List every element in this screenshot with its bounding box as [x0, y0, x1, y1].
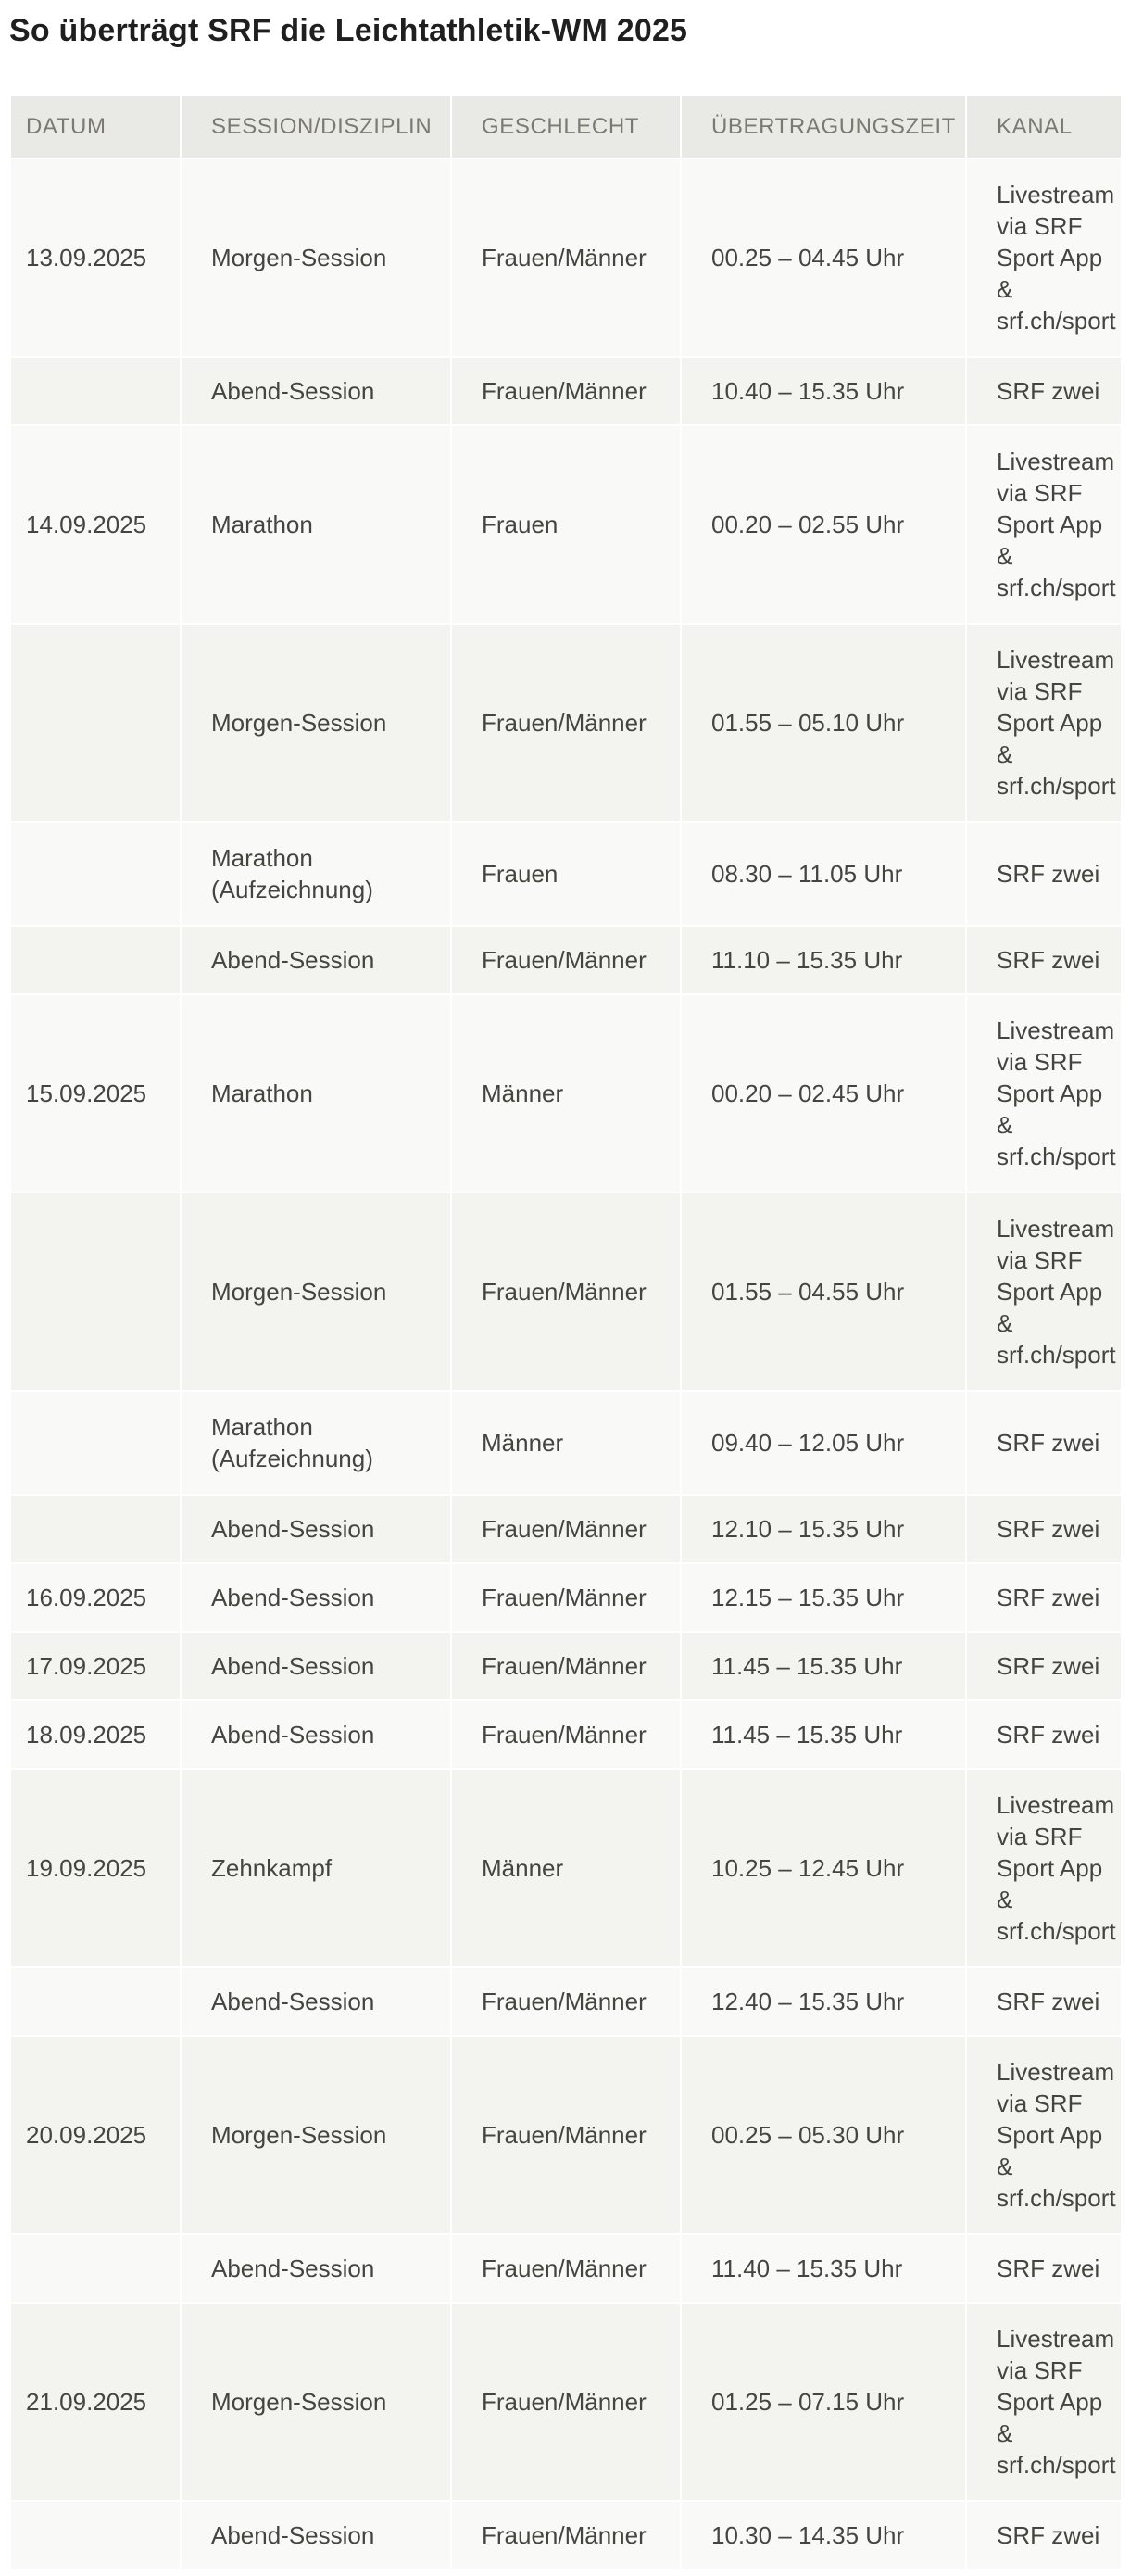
- cell-session: Marathon: [182, 426, 450, 623]
- cell-zeit: 12.15 – 15.35 Uhr: [682, 1564, 965, 1631]
- cell-datum: [11, 823, 180, 925]
- cell-kanal: Livestream via SRF Sport App & srf.ch/sport: [967, 159, 1121, 356]
- cell-kanal: SRF zwei: [967, 927, 1121, 993]
- cell-geschlecht: Frauen: [452, 823, 680, 925]
- cell-zeit: 01.25 – 07.15 Uhr: [682, 2304, 965, 2500]
- cell-kanal: Livestream via SRF Sport App & srf.ch/sport: [967, 1770, 1121, 1966]
- table-row: [11, 1193, 1121, 1390]
- cell-kanal: Livestream via SRF Sport App & srf.ch/sport: [967, 426, 1121, 623]
- cell-datum: 14.09.2025: [11, 426, 180, 623]
- cell-datum: [11, 927, 180, 993]
- column-header-geschlecht: GESCHLECHT: [452, 96, 680, 158]
- cell-zeit: 12.10 – 15.35 Uhr: [682, 1496, 965, 1562]
- cell-geschlecht: Frauen/Männer: [452, 358, 680, 424]
- cell-zeit: 10.30 – 14.35 Uhr: [682, 2502, 965, 2569]
- cell-datum: 17.09.2025: [11, 1633, 180, 1699]
- cell-session: Zehnkampf: [182, 1770, 450, 1966]
- cell-geschlecht: Frauen/Männer: [452, 625, 680, 821]
- cell-kanal: SRF zwei: [967, 1633, 1121, 1699]
- cell-session: Abend-Session: [182, 1701, 450, 1768]
- column-header-datum: DATUM: [11, 96, 180, 158]
- cell-geschlecht: Frauen/Männer: [452, 2304, 680, 2500]
- cell-zeit: 08.30 – 11.05 Uhr: [682, 823, 965, 925]
- table-row: [11, 1701, 1121, 1768]
- cell-geschlecht: Frauen: [452, 426, 680, 623]
- column-header-kanal: KANAL: [967, 96, 1121, 158]
- cell-kanal: SRF zwei: [967, 1496, 1121, 1562]
- header-row: [11, 96, 1121, 158]
- cell-datum: [11, 1193, 180, 1390]
- cell-datum: [11, 1392, 180, 1494]
- cell-zeit: 12.40 – 15.35 Uhr: [682, 1968, 965, 2035]
- cell-datum: [11, 625, 180, 821]
- cell-session: Morgen-Session: [182, 625, 450, 821]
- cell-zeit: 00.25 – 05.30 Uhr: [682, 2037, 965, 2233]
- table-row: [11, 995, 1121, 1192]
- cell-geschlecht: Frauen/Männer: [452, 1496, 680, 1562]
- cell-geschlecht: Männer: [452, 1392, 680, 1494]
- cell-zeit: 01.55 – 04.55 Uhr: [682, 1193, 965, 1390]
- table-row: [11, 2037, 1121, 2233]
- table-row: [11, 1564, 1121, 1631]
- cell-zeit: 00.20 – 02.55 Uhr: [682, 426, 965, 623]
- cell-datum: 20.09.2025: [11, 2037, 180, 2233]
- cell-zeit: 01.55 – 05.10 Uhr: [682, 625, 965, 821]
- cell-session: Marathon (Aufzeichnung): [182, 1392, 450, 1494]
- table-row: [11, 927, 1121, 993]
- table-row: [11, 2304, 1121, 2500]
- table-row: [11, 1968, 1121, 2035]
- cell-session: Abend-Session: [182, 1564, 450, 1631]
- cell-geschlecht: Frauen/Männer: [452, 1193, 680, 1390]
- cell-zeit: 10.25 – 12.45 Uhr: [682, 1770, 965, 1966]
- table-row: [11, 2502, 1121, 2569]
- cell-zeit: 11.10 – 15.35 Uhr: [682, 927, 965, 993]
- cell-datum: 21.09.2025: [11, 2304, 180, 2500]
- cell-datum: [11, 2235, 180, 2302]
- table-row: [11, 426, 1121, 623]
- table-row: [11, 1633, 1121, 1699]
- cell-kanal: Livestream via SRF Sport App & srf.ch/sport: [967, 2037, 1121, 2233]
- cell-session: Morgen-Session: [182, 1193, 450, 1390]
- cell-kanal: Livestream via SRF Sport App & srf.ch/sport: [967, 1193, 1121, 1390]
- cell-datum: [11, 1496, 180, 1562]
- cell-zeit: 09.40 – 12.05 Uhr: [682, 1392, 965, 1494]
- cell-datum: [11, 1968, 180, 2035]
- table-body: [11, 159, 1121, 2569]
- cell-geschlecht: Männer: [452, 1770, 680, 1966]
- cell-kanal: Livestream via SRF Sport App & srf.ch/sport: [967, 995, 1121, 1192]
- cell-kanal: SRF zwei: [967, 2235, 1121, 2302]
- cell-kanal: SRF zwei: [967, 823, 1121, 925]
- cell-kanal: SRF zwei: [967, 1701, 1121, 1768]
- table-row: [11, 2235, 1121, 2302]
- page-title: So überträgt SRF die Leichtathletik-WM 2025: [9, 13, 688, 48]
- broadcast-schedule-table: [9, 95, 1123, 2570]
- cell-session: Morgen-Session: [182, 2037, 450, 2233]
- cell-datum: 16.09.2025: [11, 1564, 180, 1631]
- cell-kanal: SRF zwei: [967, 358, 1121, 424]
- cell-datum: [11, 358, 180, 424]
- cell-geschlecht: Frauen/Männer: [452, 2037, 680, 2233]
- cell-session: Abend-Session: [182, 1968, 450, 2035]
- cell-zeit: 10.40 – 15.35 Uhr: [682, 358, 965, 424]
- cell-zeit: 11.40 – 15.35 Uhr: [682, 2235, 965, 2302]
- table-row: [11, 1770, 1121, 1966]
- cell-geschlecht: Frauen/Männer: [452, 1564, 680, 1631]
- cell-kanal: Livestream via SRF Sport App & srf.ch/sport: [967, 2304, 1121, 2500]
- cell-zeit: 11.45 – 15.35 Uhr: [682, 1633, 965, 1699]
- cell-geschlecht: Frauen/Männer: [452, 2235, 680, 2302]
- table-row: [11, 1496, 1121, 1562]
- cell-geschlecht: Frauen/Männer: [452, 927, 680, 993]
- cell-geschlecht: Frauen/Männer: [452, 1633, 680, 1699]
- cell-session: Abend-Session: [182, 1496, 450, 1562]
- cell-session: Abend-Session: [182, 2502, 450, 2569]
- cell-session: Abend-Session: [182, 2235, 450, 2302]
- table-header: [11, 96, 1121, 158]
- cell-zeit: 11.45 – 15.35 Uhr: [682, 1701, 965, 1768]
- cell-datum: 19.09.2025: [11, 1770, 180, 1966]
- cell-geschlecht: Frauen/Männer: [452, 1968, 680, 2035]
- cell-kanal: SRF zwei: [967, 1968, 1121, 2035]
- cell-kanal: SRF zwei: [967, 2502, 1121, 2569]
- cell-session: Morgen-Session: [182, 159, 450, 356]
- cell-datum: 13.09.2025: [11, 159, 180, 356]
- cell-datum: 18.09.2025: [11, 1701, 180, 1768]
- cell-geschlecht: Männer: [452, 995, 680, 1192]
- cell-zeit: 00.25 – 04.45 Uhr: [682, 159, 965, 356]
- cell-datum: 15.09.2025: [11, 995, 180, 1192]
- cell-kanal: SRF zwei: [967, 1392, 1121, 1494]
- table-row: [11, 159, 1121, 356]
- table-row: [11, 625, 1121, 821]
- cell-session: Abend-Session: [182, 1633, 450, 1699]
- cell-geschlecht: Frauen/Männer: [452, 159, 680, 356]
- table-row: [11, 358, 1121, 424]
- cell-zeit: 00.20 – 02.45 Uhr: [682, 995, 965, 1192]
- column-header-zeit: ÜBERTRAGUNGSZEIT: [682, 96, 965, 158]
- cell-session: Marathon: [182, 995, 450, 1192]
- cell-session: Abend-Session: [182, 358, 450, 424]
- column-header-session: SESSION/DISZIPLIN: [182, 96, 450, 158]
- cell-session: Morgen-Session: [182, 2304, 450, 2500]
- cell-session: Abend-Session: [182, 927, 450, 993]
- cell-kanal: SRF zwei: [967, 1564, 1121, 1631]
- cell-session: Marathon (Aufzeichnung): [182, 823, 450, 925]
- cell-geschlecht: Frauen/Männer: [452, 1701, 680, 1768]
- cell-kanal: Livestream via SRF Sport App & srf.ch/sport: [967, 625, 1121, 821]
- cell-geschlecht: Frauen/Männer: [452, 2502, 680, 2569]
- table-row: [11, 823, 1121, 925]
- table-row: [11, 1392, 1121, 1494]
- cell-datum: [11, 2502, 180, 2569]
